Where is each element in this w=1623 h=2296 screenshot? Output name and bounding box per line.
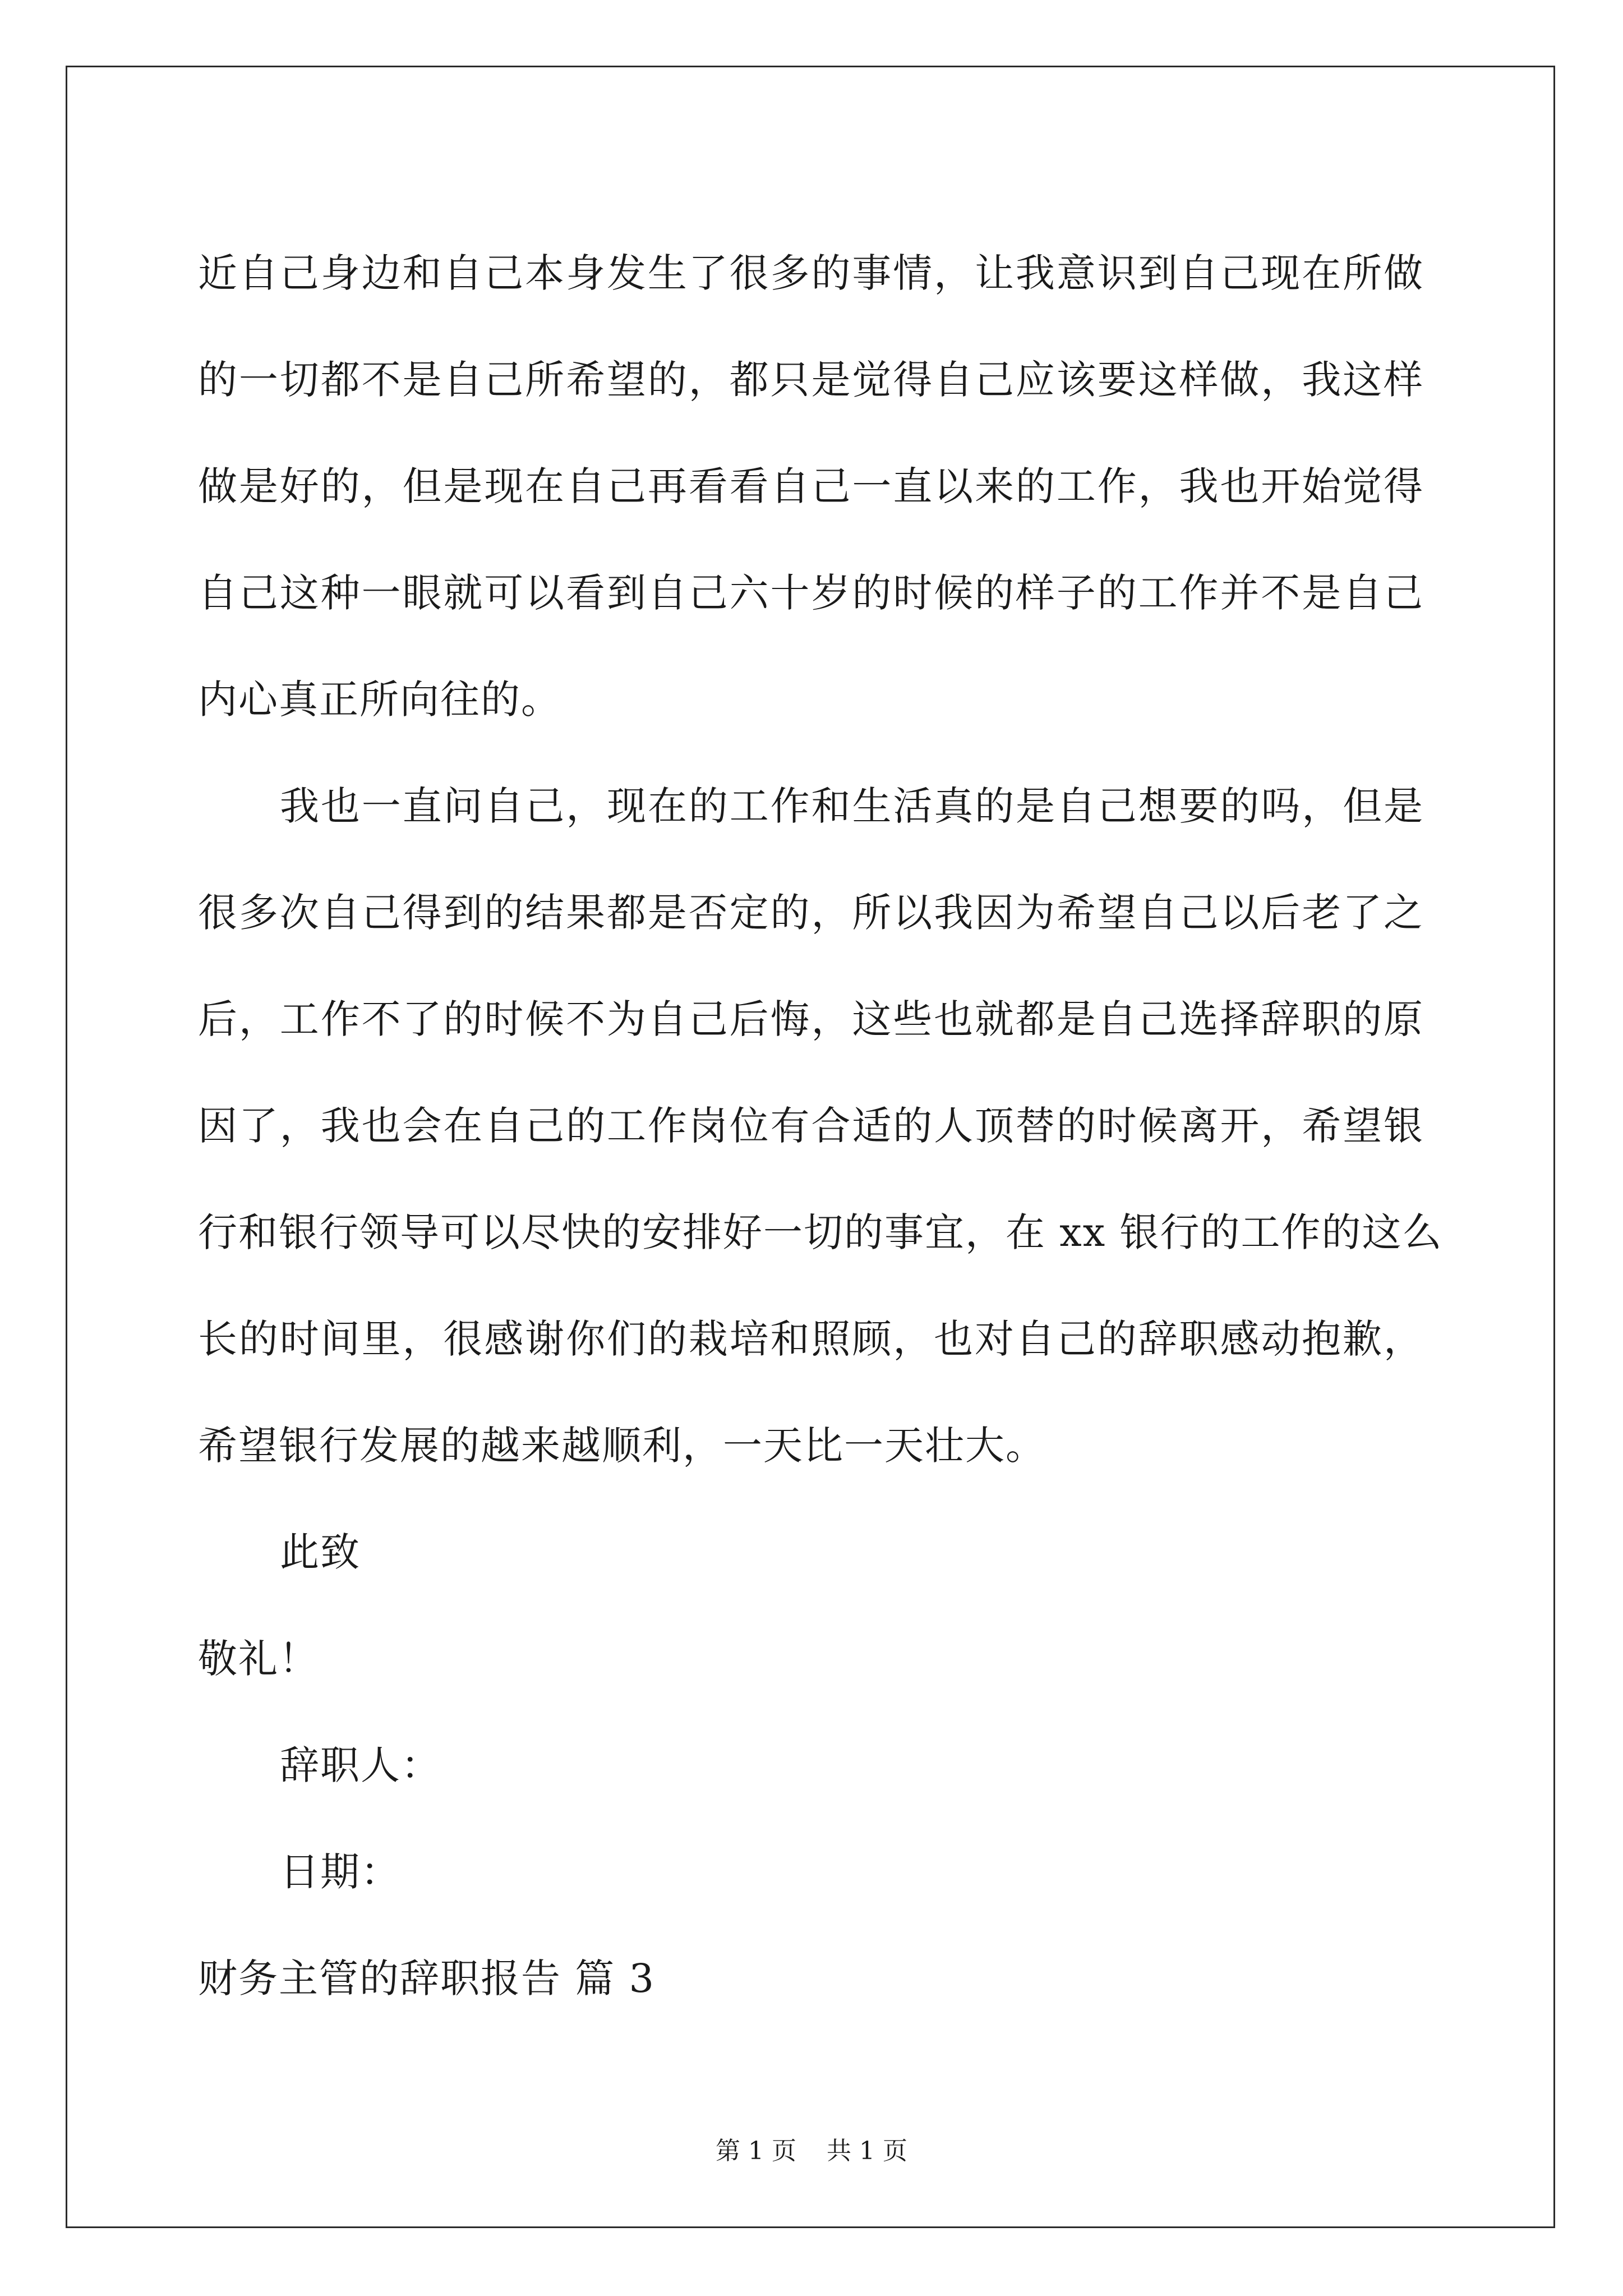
- paragraph-2-line-7: 希望银行发展的越来越顺利，一天比一天壮大。: [198, 1423, 1046, 1469]
- document-body: [198, 220, 1443, 2032]
- paragraph-2-line-3: 后，工作不了的时候不为自己后悔，这些也就都是自己选择辞职的原: [198, 996, 1424, 1042]
- signature-label: 辞职人：: [280, 1742, 441, 1788]
- paragraph-1: [198, 220, 1432, 753]
- date-label: 日期：: [280, 1849, 401, 1895]
- paragraph-1-line-1: 近自己身边和自己本身发生了很多的事情，让我意识到自己现在所做: [198, 250, 1424, 296]
- closing-text: 此致: [280, 1529, 361, 1575]
- paragraph-2-line-5: 行和银行领导可以尽快的安排好一切的事宜，在 xx 银行的工作的这么: [198, 1209, 1443, 1255]
- salute-text: 敬礼！: [198, 1636, 319, 1682]
- paragraph-1-line-2: 的一切都不是自己所希望的，都只是觉得自己应该要这样做，我这样: [198, 357, 1424, 403]
- paragraph-2-line-2: 很多次自己得到的结果都是否定的，所以我因为希望自己以后老了之: [198, 890, 1424, 936]
- paragraph-2-line-4: 因了，我也会在自己的工作岗位有合适的人顶替的时候离开，希望银: [198, 1103, 1424, 1149]
- paragraph-2-line-6: 长的时间里，很感谢你们的栽培和照顾，也对自己的辞职感动抱歉，: [198, 1316, 1424, 1362]
- page-number-current: 第 1 页: [716, 2137, 796, 2165]
- paragraph-2: [198, 753, 1443, 1499]
- paragraph-1-line-5: 内心真正所向往的。: [198, 677, 561, 723]
- page-number-total: 共 1 页: [827, 2137, 907, 2165]
- paragraph-1-line-3: 做是好的，但是现在自己再看看自己一直以来的工作，我也开始觉得: [198, 463, 1424, 509]
- section-title: 财务主管的辞职报告 篇 3: [198, 1955, 656, 2001]
- paragraph-1-line-4: 自己这种一眼就可以看到自己六十岁的时候的样子的工作并不是自己: [198, 570, 1424, 616]
- paragraph-2-line-1: 我也一直问自己，现在的工作和生活真的是自己想要的吗，但是: [280, 783, 1424, 829]
- page-footer: [0, 2134, 1623, 2168]
